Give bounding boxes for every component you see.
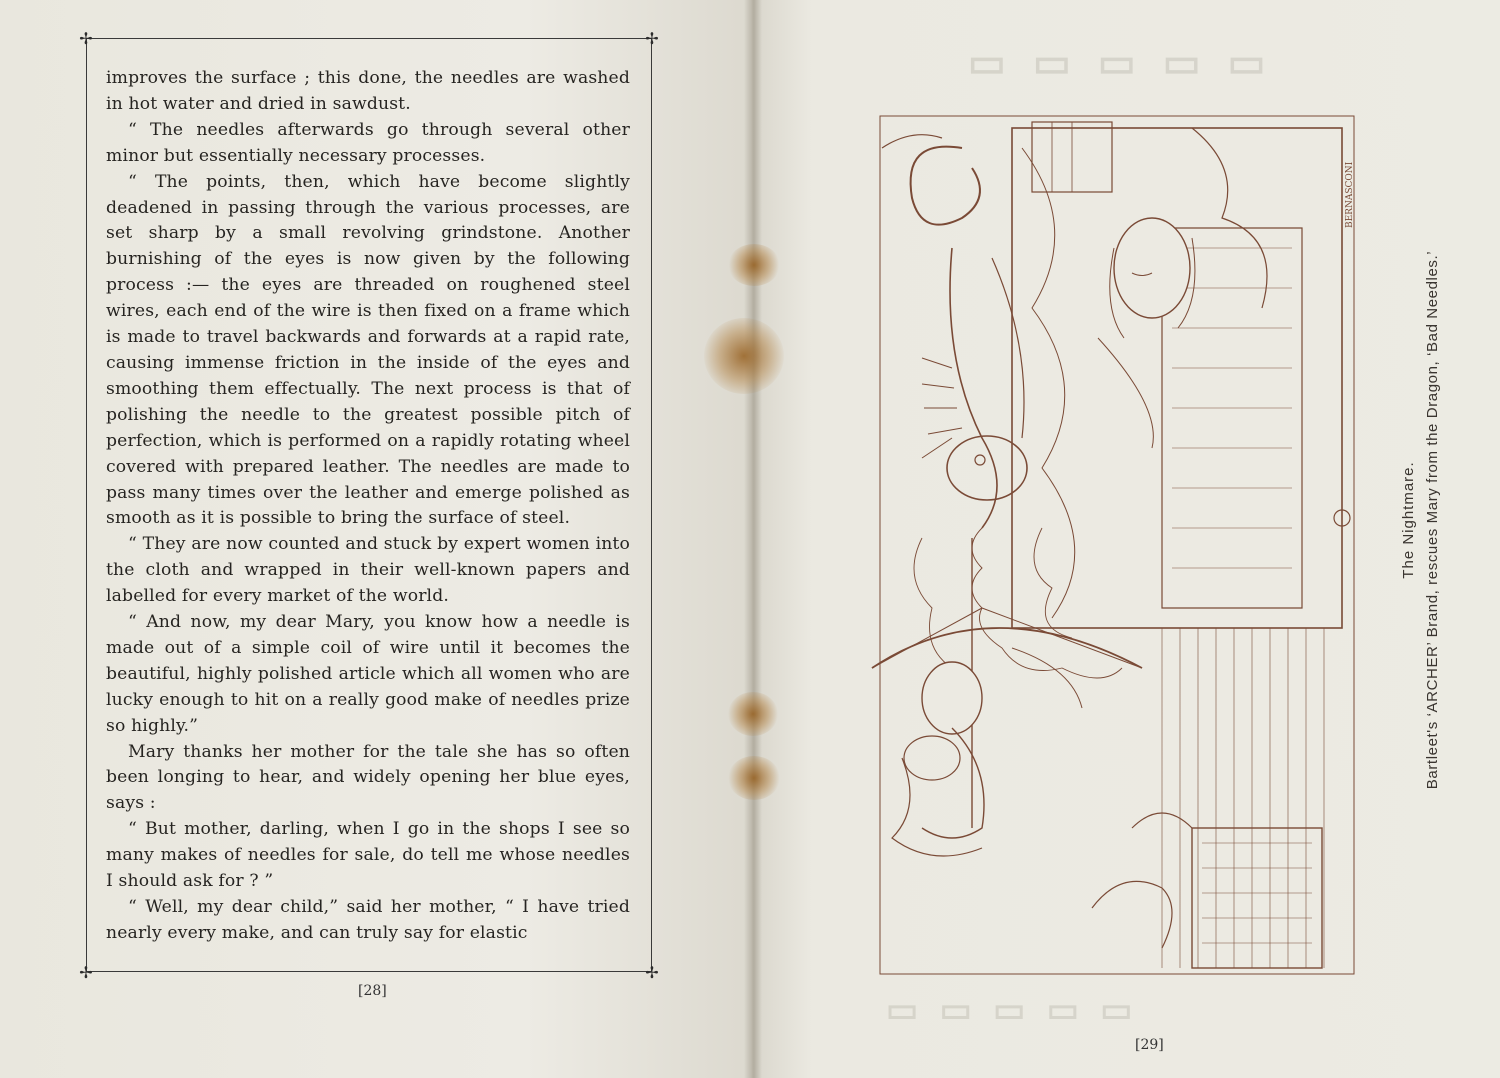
rust-stain <box>728 692 778 736</box>
paragraph: “ The needles afterwards go through several other minor but essentially necessary processes. <box>106 119 630 166</box>
show-through-text: ▭ ▭ ▭ ▭ ▭ <box>960 41 1266 85</box>
frame-rule-top <box>86 38 652 39</box>
rust-stain <box>704 318 784 394</box>
corner-ornament-icon: ✢ <box>79 29 93 48</box>
nightmare-illustration <box>862 108 1390 978</box>
paragraph: “ But mother, darling, when I go in the shops I see so many makes of needles for sale, do tell me whose needles I should ask for ? ” <box>106 819 630 892</box>
caption-title: The Nightmare. <box>1400 461 1417 579</box>
artist-signature: BERNASCONI <box>1345 161 1355 228</box>
corner-ornament-icon: ✢ <box>645 963 659 982</box>
frame-rule-right <box>651 38 652 972</box>
body-text <box>106 66 630 947</box>
paragraph: “ They are now counted and stuck by expert women into the cloth and wrapped in their well-known papers and labelled for every market of the world. <box>106 534 630 607</box>
show-through-text: ▭ ▭ ▭ ▭ ▭ <box>880 991 1133 1029</box>
paragraph: Mary thanks her mother for the tale she has so often been longing to hear, and widely opening her blue eyes, says : <box>106 741 630 814</box>
paragraph: “ And now, my dear Mary, you know how a needle is made out of a simple coil of wire until it becomes the beautiful, highly polished article which all women who are lucky enough to hit on a really good make of needles prize so highly.” <box>106 612 630 736</box>
caption-text: Bartleet's ‘ARCHER’ Brand, rescues Mary from the Dragon, ‘Bad Needles.’ <box>1424 250 1441 790</box>
gutter-shadow <box>744 0 762 1078</box>
corner-ornament-icon: ✢ <box>79 963 93 982</box>
chair <box>1092 813 1322 968</box>
paragraph: “ The points, then, which have become slightly deadened in passing through the various processes, are set sharp by a small revolving grindstone. Another burnishing of the eyes is now given by the following process :— the eyes are threaded on roughened steel wires, each end of the wire is then fixed on a frame which is made to travel backwards and forwards at a rapid rate, causing immense friction in the inside of the eyes and smoothing them effectually. The next process is that of polishing the needle to the greatest possible pitch of perfection, which is performed on a rapidly rotating wheel covered with prepared leather. The needles are made to pass many times over the leather and emerge polished as smooth as it is possible to bring the surface of steel. <box>106 171 630 529</box>
rust-stain <box>728 756 780 800</box>
corner-ornament-icon: ✢ <box>645 29 659 48</box>
frame-rule-bottom <box>86 971 652 972</box>
frame-rule-left <box>86 38 87 972</box>
page-number-left: [28] <box>358 983 387 999</box>
page-number-right: [29] <box>1135 1037 1164 1053</box>
caption-block <box>1398 150 1448 890</box>
dragon <box>882 135 1027 528</box>
paragraph: improves the surface ; this done, the needles are washed in hot water and dried in sawdust. <box>106 68 630 114</box>
bed <box>1012 128 1342 628</box>
paragraph: “ Well, my dear child,” said her mother, “ I have tried nearly every make, and can truly say for elastic <box>106 897 630 943</box>
rust-stain <box>728 244 780 286</box>
